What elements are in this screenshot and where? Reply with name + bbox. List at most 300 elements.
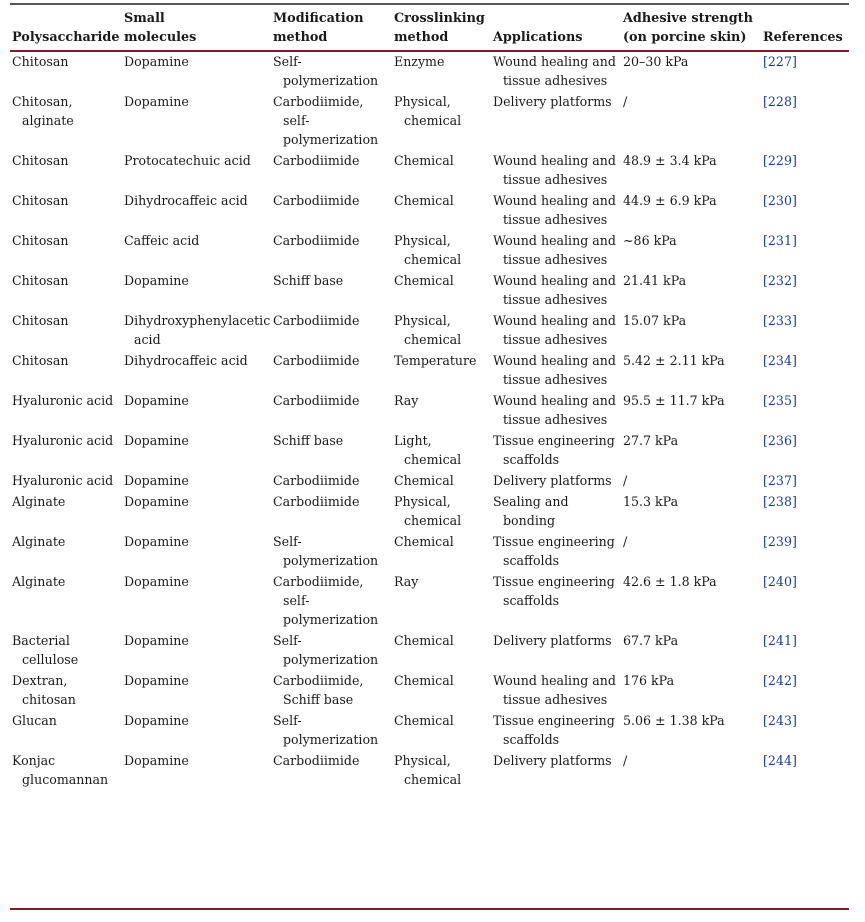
cell-line: Dihydrocaffeic acid bbox=[124, 353, 248, 368]
cell-text bbox=[493, 151, 623, 189]
cell-modification-method bbox=[273, 629, 394, 669]
cell-text bbox=[394, 671, 493, 690]
cell-text bbox=[493, 751, 623, 770]
cell-line: Chemical bbox=[394, 153, 454, 168]
cell-line: chemical bbox=[404, 772, 462, 787]
cell-modification-method bbox=[273, 389, 394, 429]
cell-references[interactable] bbox=[763, 469, 849, 490]
cell-line: chemical bbox=[404, 513, 462, 528]
cell-text bbox=[394, 431, 493, 469]
cell-polysaccharide bbox=[12, 50, 124, 90]
cell-line: Dopamine bbox=[124, 494, 189, 509]
cell-text bbox=[623, 631, 763, 650]
cell-line: Carbodiimide bbox=[273, 473, 360, 488]
cell-adhesive-strength bbox=[623, 629, 763, 669]
cell-adhesive-strength bbox=[623, 469, 763, 490]
column-header-line: Polysaccharide bbox=[12, 30, 120, 45]
column-header-line: Adhesive strength bbox=[623, 11, 753, 26]
cell-line: [238] bbox=[763, 494, 797, 509]
cell-line: Dopamine bbox=[124, 633, 189, 648]
cell-text bbox=[623, 391, 763, 410]
cell-line: self- bbox=[283, 593, 310, 608]
cell-line: Tissue engineering bbox=[493, 574, 615, 589]
cell-text bbox=[12, 431, 124, 450]
cell-applications bbox=[493, 389, 623, 429]
cell-adhesive-strength bbox=[623, 50, 763, 90]
cell-text bbox=[623, 92, 763, 111]
cell-crosslinking-method bbox=[394, 149, 493, 189]
cell-line: [227] bbox=[763, 54, 797, 69]
reference-link[interactable] bbox=[763, 751, 849, 770]
cell-references[interactable] bbox=[763, 709, 849, 749]
cell-line: Glucan bbox=[12, 713, 57, 728]
cell-line: Wound healing and bbox=[493, 313, 616, 328]
cell-line: [241] bbox=[763, 633, 797, 648]
cell-text bbox=[623, 471, 763, 490]
cell-line: 5.42 ± 2.11 kPa bbox=[623, 353, 725, 368]
cell-text bbox=[394, 52, 493, 71]
cell-line: 44.9 ± 6.9 kPa bbox=[623, 193, 717, 208]
cell-line: Tissue engineering bbox=[493, 713, 615, 728]
cell-applications bbox=[493, 189, 623, 229]
cell-text bbox=[12, 311, 124, 330]
cell-line: Chitosan bbox=[12, 193, 69, 208]
cell-crosslinking-method bbox=[394, 629, 493, 669]
cell-line: 15.07 kPa bbox=[623, 313, 687, 328]
cell-line: Chitosan bbox=[12, 273, 69, 288]
table-row bbox=[12, 629, 849, 669]
table-row bbox=[12, 90, 849, 149]
cell-applications bbox=[493, 429, 623, 469]
cell-line: tissue adhesives bbox=[503, 172, 608, 187]
cell-text bbox=[394, 231, 493, 269]
cell-text bbox=[394, 572, 493, 591]
column-header-polysaccharide bbox=[12, 5, 124, 50]
cell-crosslinking-method bbox=[394, 570, 493, 629]
cell-text bbox=[273, 191, 394, 210]
cell-line: Wound healing and bbox=[493, 273, 616, 288]
cell-polysaccharide bbox=[12, 749, 124, 789]
cell-references[interactable] bbox=[763, 389, 849, 429]
cell-line: Schiff base bbox=[273, 433, 344, 448]
cell-line: [229] bbox=[763, 153, 797, 168]
cell-line: Delivery platforms bbox=[493, 753, 612, 768]
cell-text bbox=[394, 351, 493, 370]
cell-text bbox=[623, 711, 763, 730]
cell-line: Tissue engineering bbox=[493, 534, 615, 549]
cell-applications bbox=[493, 490, 623, 530]
cell-small-molecules bbox=[124, 530, 273, 570]
column-header-adhesive-strength bbox=[623, 5, 763, 50]
cell-text bbox=[12, 351, 124, 370]
cell-text bbox=[12, 532, 124, 551]
cell-adhesive-strength bbox=[623, 149, 763, 189]
cell-line: Carbodiimide bbox=[273, 313, 360, 328]
cell-polysaccharide bbox=[12, 229, 124, 269]
cell-text bbox=[623, 431, 763, 450]
cell-line: Dopamine bbox=[124, 473, 189, 488]
cell-line: Carbodiimide bbox=[273, 494, 360, 509]
cell-line: Hyaluronic acid bbox=[12, 393, 114, 408]
cell-text bbox=[493, 351, 623, 389]
cell-line: Schiff base bbox=[273, 273, 344, 288]
cell-adhesive-strength bbox=[623, 429, 763, 469]
cell-text bbox=[623, 492, 763, 511]
cell-line: chemical bbox=[404, 332, 462, 347]
cell-text bbox=[623, 52, 763, 71]
cell-line: Dopamine bbox=[124, 574, 189, 589]
cell-line: 20–30 kPa bbox=[623, 54, 689, 69]
cell-line: tissue adhesives bbox=[503, 412, 608, 427]
cell-text bbox=[12, 492, 124, 511]
cell-applications bbox=[493, 349, 623, 389]
cell-applications bbox=[493, 669, 623, 709]
cell-modification-method bbox=[273, 269, 394, 309]
cell-line: [234] bbox=[763, 353, 797, 368]
cell-small-molecules bbox=[124, 469, 273, 490]
cell-text bbox=[124, 271, 273, 290]
cell-small-molecules bbox=[124, 570, 273, 629]
cell-references[interactable] bbox=[763, 749, 849, 789]
cell-text bbox=[124, 711, 273, 730]
cell-applications bbox=[493, 229, 623, 269]
cell-small-molecules bbox=[124, 149, 273, 189]
cell-references[interactable] bbox=[763, 429, 849, 469]
cell-polysaccharide bbox=[12, 349, 124, 389]
reference-link[interactable] bbox=[763, 471, 849, 490]
cell-text bbox=[12, 671, 124, 709]
column-header-modification-method bbox=[273, 5, 394, 50]
cell-text bbox=[12, 572, 124, 591]
cell-line: Alginate bbox=[12, 574, 66, 589]
cell-line: / bbox=[623, 753, 628, 768]
cell-line: Protocatechuic acid bbox=[124, 153, 251, 168]
table-row bbox=[12, 389, 849, 429]
cell-modification-method bbox=[273, 530, 394, 570]
cell-line: Ray bbox=[394, 574, 419, 589]
cell-line: 176 kPa bbox=[623, 673, 675, 688]
cell-polysaccharide bbox=[12, 490, 124, 530]
cell-text bbox=[623, 271, 763, 290]
cell-line: Dopamine bbox=[124, 534, 189, 549]
cell-line: [236] bbox=[763, 433, 797, 448]
cell-line: Alginate bbox=[12, 534, 66, 549]
cell-small-molecules bbox=[124, 90, 273, 149]
cell-text bbox=[124, 391, 273, 410]
cell-line: [235] bbox=[763, 393, 797, 408]
table-row bbox=[12, 469, 849, 490]
cell-line: / bbox=[623, 473, 628, 488]
cell-adhesive-strength bbox=[623, 570, 763, 629]
cell-text bbox=[394, 631, 493, 650]
column-header-crosslinking-method bbox=[394, 5, 493, 50]
cell-modification-method bbox=[273, 149, 394, 189]
cell-line: chemical bbox=[404, 452, 462, 467]
cell-line: Temperature bbox=[394, 353, 477, 368]
cell-modification-method bbox=[273, 709, 394, 749]
cell-text bbox=[493, 271, 623, 309]
cell-line: Tissue engineering bbox=[493, 433, 615, 448]
cell-text bbox=[623, 532, 763, 551]
cell-polysaccharide bbox=[12, 429, 124, 469]
cell-line: Carbodiimide, bbox=[273, 94, 364, 109]
cell-text bbox=[124, 191, 273, 210]
cell-small-molecules bbox=[124, 429, 273, 469]
cell-line: cellulose bbox=[22, 652, 79, 667]
reference-link[interactable] bbox=[763, 711, 849, 730]
cell-line: Carbodiimide bbox=[273, 153, 360, 168]
cell-line: [232] bbox=[763, 273, 797, 288]
cell-line: Dopamine bbox=[124, 94, 189, 109]
cell-text bbox=[273, 311, 394, 330]
cell-text bbox=[124, 532, 273, 551]
cell-line: Dopamine bbox=[124, 753, 189, 768]
cell-references[interactable] bbox=[763, 149, 849, 189]
cell-references[interactable] bbox=[763, 669, 849, 709]
cell-line: Chemical bbox=[394, 633, 454, 648]
cell-text bbox=[493, 431, 623, 469]
cell-crosslinking-method bbox=[394, 269, 493, 309]
column-header-line: (on porcine skin) bbox=[623, 30, 747, 45]
reference-link[interactable] bbox=[763, 671, 849, 690]
cell-modification-method bbox=[273, 189, 394, 229]
cell-modification-method bbox=[273, 50, 394, 90]
cell-applications bbox=[493, 530, 623, 570]
cell-text bbox=[273, 711, 394, 749]
cell-text bbox=[273, 151, 394, 170]
bottom-rule bbox=[10, 908, 849, 910]
cell-line: Light, bbox=[394, 433, 432, 448]
cell-references[interactable] bbox=[763, 269, 849, 309]
column-header-line: Modification bbox=[273, 11, 364, 26]
column-header-applications bbox=[493, 5, 623, 50]
table-row bbox=[12, 749, 849, 789]
cell-text bbox=[12, 751, 124, 789]
cell-modification-method bbox=[273, 229, 394, 269]
cell-line: [231] bbox=[763, 233, 797, 248]
cell-references[interactable] bbox=[763, 189, 849, 229]
reference-link[interactable] bbox=[763, 431, 849, 450]
cell-text bbox=[124, 572, 273, 591]
column-header-line: molecules bbox=[124, 30, 197, 45]
cell-references[interactable] bbox=[763, 349, 849, 389]
table-row bbox=[12, 309, 849, 349]
cell-line: polymerization bbox=[283, 612, 379, 627]
cell-polysaccharide bbox=[12, 669, 124, 709]
cell-line: / bbox=[623, 94, 628, 109]
cell-adhesive-strength bbox=[623, 229, 763, 269]
reference-link[interactable] bbox=[763, 351, 849, 370]
cell-line: tissue adhesives bbox=[503, 252, 608, 267]
cell-text bbox=[493, 631, 623, 650]
cell-text bbox=[12, 92, 124, 130]
cell-modification-method bbox=[273, 349, 394, 389]
table-row bbox=[12, 189, 849, 229]
reference-link[interactable] bbox=[763, 271, 849, 290]
table-row bbox=[12, 669, 849, 709]
header-row bbox=[12, 5, 849, 50]
cell-text bbox=[493, 92, 623, 111]
table-row bbox=[12, 429, 849, 469]
cell-references[interactable] bbox=[763, 629, 849, 669]
reference-link[interactable] bbox=[763, 572, 849, 591]
cell-line: polymerization bbox=[283, 73, 379, 88]
table-row bbox=[12, 570, 849, 629]
cell-line: Self- bbox=[273, 713, 302, 728]
cell-crosslinking-method bbox=[394, 349, 493, 389]
cell-references[interactable] bbox=[763, 530, 849, 570]
cell-line: Delivery platforms bbox=[493, 94, 612, 109]
table-row bbox=[12, 229, 849, 269]
cell-applications bbox=[493, 309, 623, 349]
cell-text bbox=[273, 751, 394, 770]
cell-small-molecules bbox=[124, 389, 273, 429]
cell-applications bbox=[493, 469, 623, 490]
cell-line: Chemical bbox=[394, 273, 454, 288]
cell-small-molecules bbox=[124, 189, 273, 229]
cell-polysaccharide bbox=[12, 309, 124, 349]
cell-applications bbox=[493, 90, 623, 149]
cell-line: Delivery platforms bbox=[493, 473, 612, 488]
cell-text bbox=[12, 151, 124, 170]
cell-line: tissue adhesives bbox=[503, 212, 608, 227]
cell-line: acid bbox=[134, 332, 161, 347]
cell-line: Hyaluronic acid bbox=[12, 433, 114, 448]
cell-references[interactable] bbox=[763, 229, 849, 269]
reference-link[interactable] bbox=[763, 231, 849, 250]
cell-text bbox=[12, 52, 124, 71]
cell-small-molecules bbox=[124, 269, 273, 309]
cell-line: Dopamine bbox=[124, 393, 189, 408]
cell-polysaccharide bbox=[12, 389, 124, 429]
cell-small-molecules bbox=[124, 50, 273, 90]
cell-line: Physical, bbox=[394, 233, 451, 248]
cell-line: Chitosan bbox=[12, 54, 69, 69]
cell-line: Dopamine bbox=[124, 273, 189, 288]
reference-link[interactable] bbox=[763, 151, 849, 170]
cell-line: 48.9 ± 3.4 kPa bbox=[623, 153, 717, 168]
cell-small-molecules bbox=[124, 749, 273, 789]
cell-text bbox=[273, 92, 394, 149]
cell-modification-method bbox=[273, 749, 394, 789]
cell-line: [239] bbox=[763, 534, 797, 549]
cell-text bbox=[273, 231, 394, 250]
cell-line: Dopamine bbox=[124, 433, 189, 448]
cell-applications bbox=[493, 749, 623, 789]
cell-line: Caffeic acid bbox=[124, 233, 200, 248]
cell-line: Carbodiimide bbox=[273, 233, 360, 248]
cell-text bbox=[623, 351, 763, 370]
cell-line: [230] bbox=[763, 193, 797, 208]
cell-line: Alginate bbox=[12, 494, 66, 509]
cell-line: Wound healing and bbox=[493, 353, 616, 368]
table-row bbox=[12, 149, 849, 189]
cell-polysaccharide bbox=[12, 269, 124, 309]
cell-text bbox=[124, 311, 273, 349]
cell-line: Dopamine bbox=[124, 673, 189, 688]
cell-line: [240] bbox=[763, 574, 797, 589]
cell-line: Chitosan bbox=[12, 153, 69, 168]
cell-polysaccharide bbox=[12, 469, 124, 490]
cell-line: Bacterial bbox=[12, 633, 70, 648]
cell-text bbox=[12, 471, 124, 490]
reference-link[interactable] bbox=[763, 191, 849, 210]
cell-references[interactable] bbox=[763, 50, 849, 90]
table-row bbox=[12, 269, 849, 309]
reference-link[interactable] bbox=[763, 391, 849, 410]
cell-line: polymerization bbox=[283, 732, 379, 747]
cell-line: Carbodiimide, bbox=[273, 673, 364, 688]
column-header-line: method bbox=[394, 30, 449, 45]
cell-text bbox=[124, 52, 273, 71]
cell-line: 67.7 kPa bbox=[623, 633, 679, 648]
reference-link[interactable] bbox=[763, 492, 849, 511]
cell-line: Self- bbox=[273, 534, 302, 549]
reference-link[interactable] bbox=[763, 631, 849, 650]
reference-link[interactable] bbox=[763, 311, 849, 330]
cell-text bbox=[273, 351, 394, 370]
table-row bbox=[12, 349, 849, 389]
cell-line: [242] bbox=[763, 673, 797, 688]
cell-references[interactable] bbox=[763, 570, 849, 629]
cell-text bbox=[493, 532, 623, 570]
cell-adhesive-strength bbox=[623, 389, 763, 429]
cell-line: Delivery platforms bbox=[493, 633, 612, 648]
cell-applications bbox=[493, 629, 623, 669]
cell-line: 95.5 ± 11.7 kPa bbox=[623, 393, 725, 408]
cell-line: Wound healing and bbox=[493, 393, 616, 408]
cell-line: tissue adhesives bbox=[503, 73, 608, 88]
cell-text bbox=[623, 311, 763, 330]
reference-link[interactable] bbox=[763, 532, 849, 551]
cell-text bbox=[273, 631, 394, 669]
cell-text bbox=[273, 391, 394, 410]
column-header-line: Crosslinking bbox=[394, 11, 485, 26]
cell-line: glucomannan bbox=[22, 772, 109, 787]
cell-line: Dihydrocaffeic acid bbox=[124, 193, 248, 208]
cell-line: Chitosan bbox=[12, 353, 69, 368]
cell-text bbox=[493, 471, 623, 490]
cell-line: alginate bbox=[22, 113, 74, 128]
cell-references[interactable] bbox=[763, 490, 849, 530]
reference-link[interactable] bbox=[763, 92, 849, 111]
cell-references[interactable] bbox=[763, 309, 849, 349]
cell-small-molecules bbox=[124, 309, 273, 349]
cell-text bbox=[394, 191, 493, 210]
cell-text bbox=[623, 151, 763, 170]
cell-line: Enzyme bbox=[394, 54, 445, 69]
cell-text bbox=[273, 532, 394, 570]
reference-link[interactable] bbox=[763, 52, 849, 71]
cell-references[interactable] bbox=[763, 90, 849, 149]
cell-modification-method bbox=[273, 90, 394, 149]
table-row bbox=[12, 50, 849, 90]
cell-adhesive-strength bbox=[623, 709, 763, 749]
cell-text bbox=[12, 391, 124, 410]
cell-line: Carbodiimide bbox=[273, 753, 360, 768]
cell-line: ~86 kPa bbox=[623, 233, 677, 248]
cell-line: scaffolds bbox=[503, 452, 560, 467]
cell-text bbox=[124, 151, 273, 170]
cell-line: [233] bbox=[763, 313, 797, 328]
cell-line: Chemical bbox=[394, 673, 454, 688]
cell-line: Dextran, bbox=[12, 673, 68, 688]
cell-small-molecules bbox=[124, 629, 273, 669]
cell-text bbox=[12, 631, 124, 669]
cell-text bbox=[493, 671, 623, 709]
cell-text bbox=[124, 492, 273, 511]
cell-line: tissue adhesives bbox=[503, 332, 608, 347]
